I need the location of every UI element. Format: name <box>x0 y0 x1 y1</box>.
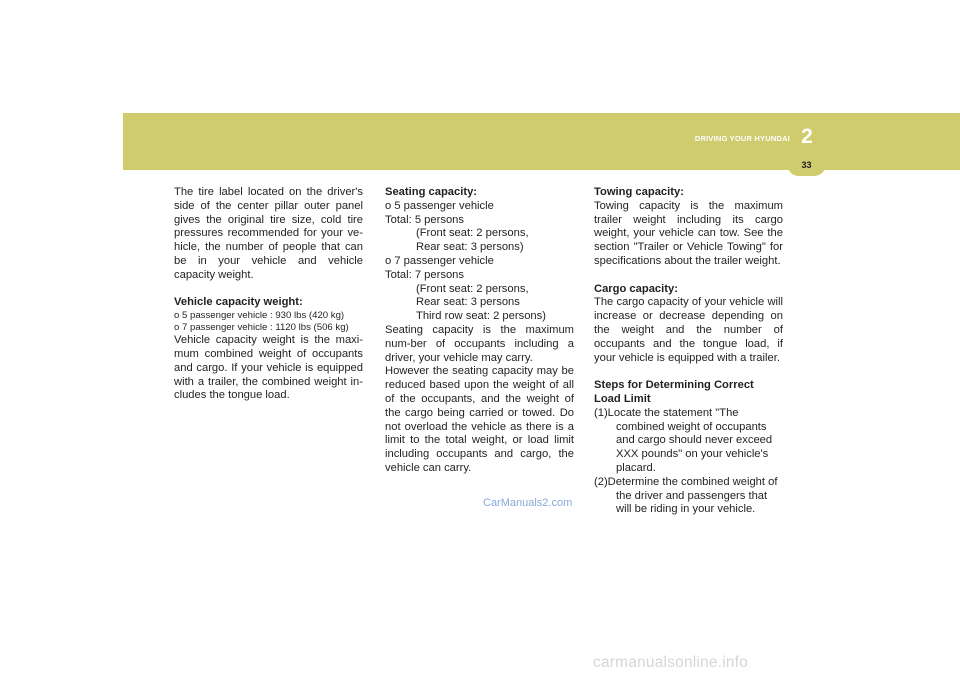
seating-line: Third row seat: 2 persons) <box>416 310 546 323</box>
towing-capacity-heading: Towing capacity: <box>594 186 684 198</box>
header-band <box>123 113 960 170</box>
towing-capacity-text: Towing capacity is the maximum trailer weight including its cargo weight, your vehicle can tow. See the section "Trailer or Vehicle Towing" for specifications about the trailer weight. <box>594 199 783 267</box>
page-number: 33 <box>801 160 812 170</box>
overload-paragraph: However the seating capacity may be reduced based upon the weight of all of the occupants, and the weight of the cargo being carried or towed. Do not overload the vehicle as there is a limit to the total weight, or load limit including occupants and cargo, the vehicle can carry. <box>385 365 574 474</box>
seating-capacity-heading: Seating capacity: <box>385 186 478 198</box>
section-label: DRIVING YOUR HYUNDAI <box>694 134 790 143</box>
seating-line: (Front seat: 2 persons, <box>416 227 529 240</box>
footer-watermark: carmanualsonline.info <box>593 654 748 671</box>
column-left <box>174 186 363 403</box>
seating-line: Rear seat: 3 persons) <box>416 241 524 254</box>
seating-line: Total: 7 persons <box>385 268 464 281</box>
chapter-number: 2 <box>801 125 813 148</box>
vehicle-capacity-weight-heading: Vehicle capacity weight: <box>174 296 303 309</box>
column-right <box>594 186 783 517</box>
seating-line: Total: 5 persons <box>385 213 464 226</box>
column-middle <box>385 186 574 476</box>
seating-capacity-paragraph: Seating capacity is the maximum num-ber of occupants including a driver, your vehicle may carry. <box>385 323 574 364</box>
vcw-item-5-passenger: o 5 passenger vehicle : 930 lbs (420 kg) <box>174 310 345 322</box>
load-limit-steps-heading: Steps for Determining Correct Load Limit <box>594 379 754 405</box>
seating-line: Rear seat: 3 persons <box>416 296 520 309</box>
vehicle-capacity-weight-text: Vehicle capacity weight is the maxi-mum combined weight of occupants and cargo. If your vehicle is equipped with a trailer, the combined weight in-cludes the tongue load. <box>174 334 363 402</box>
step-item: (2)Determine the combined weight of the driver and passengers that will be riding in your vehicle. <box>594 475 778 516</box>
seating-line: (Front seat: 2 persons, <box>416 282 529 295</box>
step-item: (1)Locate the statement "The combined weight of occupants and cargo should never exceed XXX pounds" on your vehicle's placard. <box>594 406 773 474</box>
seating-line: o 5 passenger vehicle <box>385 199 494 212</box>
intro-paragraph: The tire label located on the driver's side of the center pillar outer panel gives the original tire size, cold tire pressures recommended for your ve-hicle, the number of people that can be in your vehicle and vehicle capacity weight. <box>174 186 363 281</box>
seating-line: o 7 passenger vehicle <box>385 254 494 267</box>
cargo-capacity-text: The cargo capacity of your vehicle will increase or decrease depending on the weight and the number of occupants and the tongue load, if your vehicle is equipped with a trailer. <box>594 296 783 364</box>
watermark-link[interactable]: CarManuals2.com <box>483 497 573 509</box>
vcw-item-7-passenger: o 7 passenger vehicle : 1120 lbs (506 kg) <box>174 322 349 334</box>
cargo-capacity-heading: Cargo capacity: <box>594 282 678 295</box>
